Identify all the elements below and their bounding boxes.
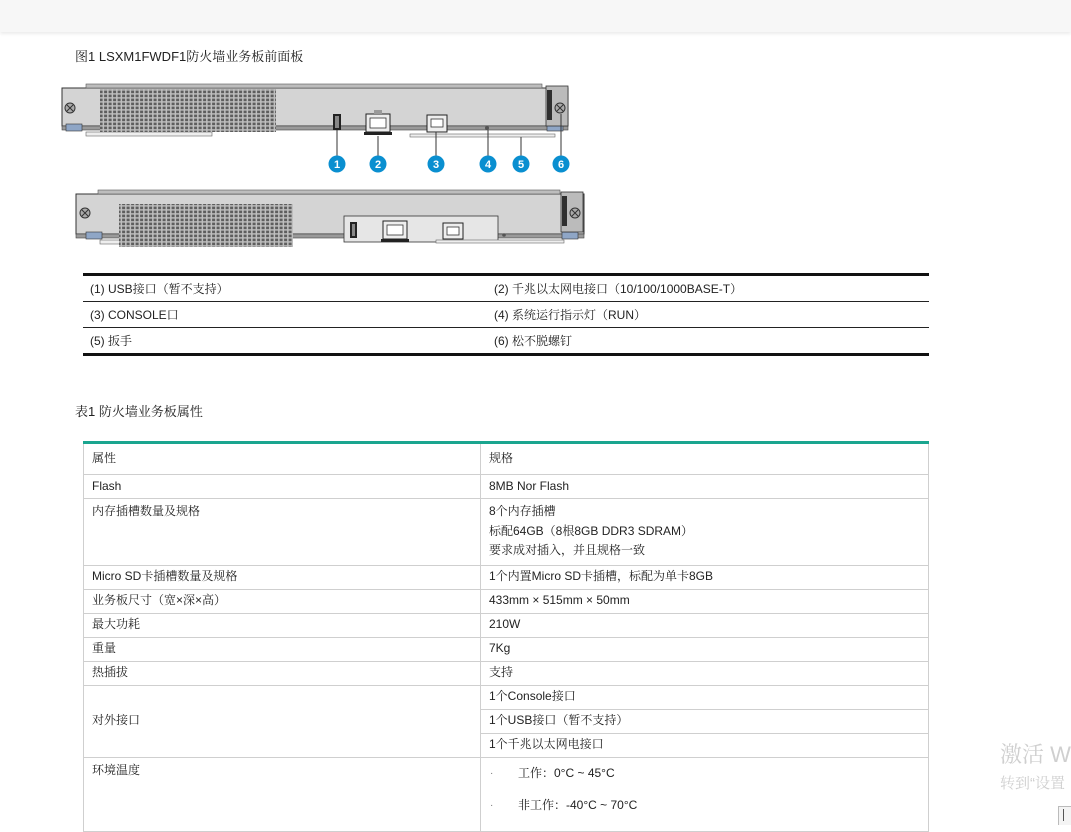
activation-watermark-title: 激活 W — [1000, 742, 1071, 767]
row-key: 内存插槽数量及规格 — [84, 499, 481, 566]
svg-text:5: 5 — [517, 159, 525, 171]
table-row — [84, 661, 929, 685]
row-value: 支持 — [481, 661, 929, 685]
scroll-corner[interactable] — [1058, 806, 1071, 825]
callout-2 — [370, 156, 387, 173]
value-line: 标配64GB（8根8GB DDR3 SDRAM） — [489, 523, 694, 538]
callout-4 — [480, 156, 497, 173]
header-attribute: 属性 — [84, 443, 481, 475]
svg-text:1: 1 — [333, 159, 341, 171]
row-value: 433mm × 515mm × 50mm — [481, 589, 929, 613]
activation-watermark-subtitle: 转到“设置 — [1000, 775, 1065, 792]
legend-row — [83, 328, 929, 355]
table-row — [84, 757, 929, 831]
legend-lever: (5) 扳手 — [83, 328, 487, 355]
table-row — [84, 499, 929, 566]
front-panel-top — [62, 84, 568, 137]
browser-top-bar — [0, 0, 1071, 32]
callout-5 — [513, 156, 530, 173]
callout-6 — [553, 156, 570, 173]
front-panel-diagram — [0, 70, 620, 260]
callout-1 — [329, 156, 346, 173]
caret-icon — [1063, 809, 1064, 821]
row-key: Micro SD卡插槽数量及规格 — [84, 565, 481, 589]
value-line: 8个内存插槽 — [489, 504, 556, 518]
table-header-row — [84, 443, 929, 475]
board-attributes-table — [83, 441, 929, 832]
svg-text:6: 6 — [557, 159, 565, 171]
value-line: 要求成对插入，并且规格一致 — [489, 543, 646, 557]
bullet-dot: · — [490, 767, 494, 779]
bullet-item — [489, 790, 920, 822]
row-value: 1个Console接口 — [481, 685, 929, 709]
legend-run-led: (4) 系统运行指示灯（RUN） — [487, 302, 929, 328]
table-row — [84, 589, 929, 613]
legend-row — [83, 302, 929, 328]
table-caption: 表1 防火墙业务板属性 — [75, 404, 203, 419]
row-value: 1个内置Micro SD卡插槽，标配为单卡8GB — [481, 565, 929, 589]
row-value: 7Kg — [481, 637, 929, 661]
table-row — [84, 637, 929, 661]
figure-legend-table — [83, 273, 929, 356]
row-key: 热插拔 — [84, 661, 481, 685]
bullet-text: 非工作：-40°C ~ 70°C — [518, 797, 638, 812]
legend-console: (3) CONSOLE口 — [83, 302, 487, 328]
row-key: 环境温度 — [84, 757, 481, 831]
svg-text:4: 4 — [484, 159, 492, 171]
row-value — [481, 757, 929, 831]
bullet-dot: · — [490, 799, 494, 811]
row-value — [481, 499, 929, 566]
table-row — [84, 685, 929, 709]
row-value: 1个千兆以太网电接口 — [481, 733, 929, 757]
row-value: 1个USB接口（暂不支持） — [481, 709, 929, 733]
row-value: 8MB Nor Flash — [481, 475, 929, 499]
table-row — [84, 475, 929, 499]
table-row — [84, 565, 929, 589]
row-key: Flash — [84, 475, 481, 499]
front-panel-bottom — [76, 190, 584, 247]
callout-3 — [428, 156, 445, 173]
row-key: 对外接口 — [84, 685, 481, 757]
table-row — [84, 613, 929, 637]
legend-captive-screw: (6) 松不脱螺钉 — [487, 328, 929, 355]
header-spec: 规格 — [481, 443, 929, 475]
legend-gigabit-port: (2) 千兆以太网电接口（10/100/1000BASE-T） — [487, 275, 929, 302]
legend-row — [83, 275, 929, 302]
svg-text:2: 2 — [374, 159, 382, 171]
legend-usb: (1) USB接口（暂不支持） — [83, 275, 487, 302]
row-key: 业务板尺寸（宽×深×高） — [84, 589, 481, 613]
bullet-item — [489, 758, 920, 790]
bullet-text: 工作：0°C ~ 45°C — [518, 765, 615, 780]
figure-caption: 图1 LSXM1FWDF1防火墙业务板前面板 — [75, 49, 304, 64]
row-key: 最大功耗 — [84, 613, 481, 637]
svg-text:3: 3 — [432, 159, 440, 171]
row-value: 210W — [481, 613, 929, 637]
row-key: 重量 — [84, 637, 481, 661]
